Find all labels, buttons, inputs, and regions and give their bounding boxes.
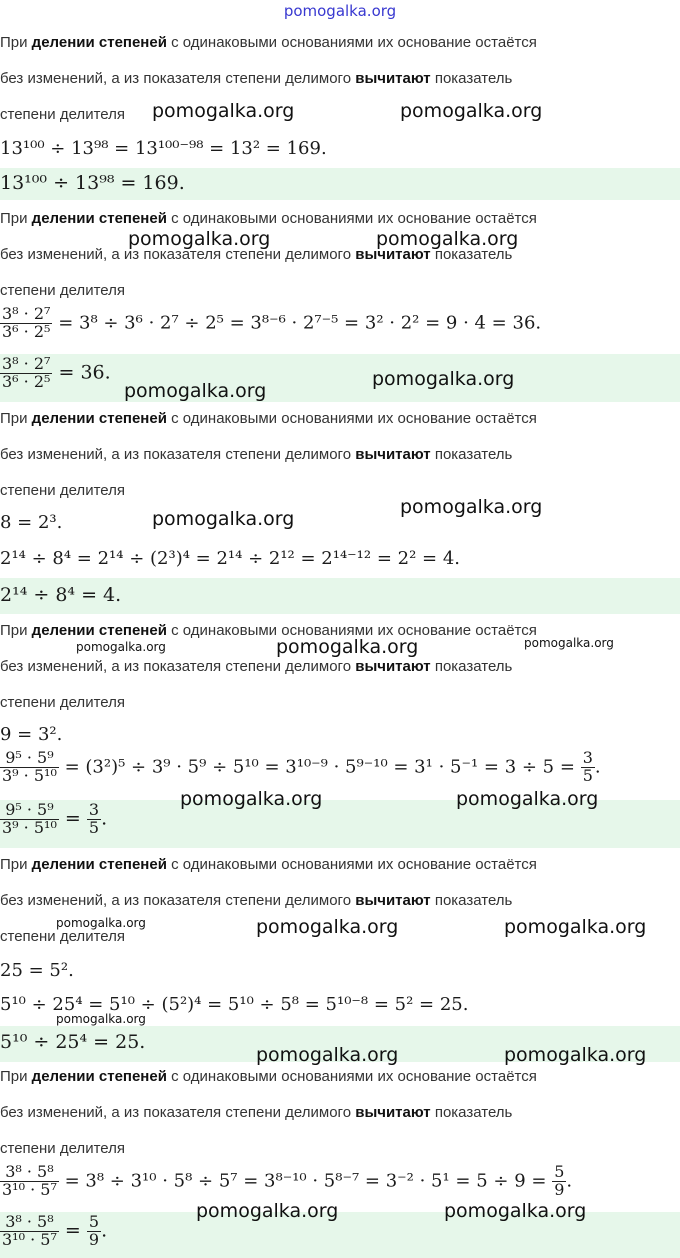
rule-line-3: степени делителя: [0, 282, 125, 299]
pre-line: 9 = 3².: [0, 724, 63, 745]
watermark-text: pomogalka.org: [400, 100, 543, 122]
watermark-text: pomogalka.org: [152, 100, 295, 122]
section-3: [0, 406, 680, 614]
watermark-text: pomogalka.org: [456, 788, 599, 810]
work-line: $\frac{\text{9⁵ · 5⁹}}{\text{3⁹ · 5¹⁰}}$ = (3²)⁵ ÷ 3⁹ · 5⁹ ÷ 5¹⁰ = 3¹⁰⁻⁹ · 5⁹⁻¹⁰ = 3¹ · 5⁻¹ = 3 ÷ 5 = $\frac{3}{5}$ .: [2, 748, 601, 785]
section-2: [0, 206, 680, 402]
watermark-text: pomogalka.org: [56, 916, 146, 930]
watermark-text: pomogalka.org: [256, 1044, 399, 1066]
answer-text: 13¹⁰⁰ ÷ 13⁹⁸ = 169.: [0, 172, 185, 194]
watermark-text: pomogalka.org: [504, 916, 647, 938]
rule-line-2: без изменений, а из показателя степени делимого вычитают показатель: [0, 246, 513, 263]
work-line: $\frac{\text{3⁸ · 5⁸}}{\text{3¹⁰ · 5⁷}}$ = 3⁸ ÷ 3¹⁰ · 5⁸ ÷ 5⁷ = 3⁸⁻¹⁰ · 5⁸⁻⁷ = 3⁻² · 5¹ = 5 ÷ 9 = $\frac{5}{9}$ .: [2, 1162, 573, 1199]
rule-line-1: При делении степеней с одинаковыми основаниями их основание остаётся: [0, 34, 537, 51]
watermark-text: pomogalka.org: [444, 1200, 587, 1222]
work-line: 2¹⁴ ÷ 8⁴ = 2¹⁴ ÷ (2³)⁴ = 2¹⁴ ÷ 2¹² = 2¹⁴⁻¹² = 2² = 4.: [0, 548, 460, 569]
rule-line-1: При делении степеней с одинаковыми основаниями их основание остаётся: [0, 622, 537, 639]
answer-text: $\frac{\text{9⁵ · 5⁹}}{\text{3⁹ · 5¹⁰}}$ = $\frac{3}{5}$ .: [2, 800, 108, 837]
answer-text: 5¹⁰ ÷ 25⁴ = 25.: [0, 1031, 146, 1053]
rule-line-1: При делении степеней с одинаковыми основаниями их основание остаётся: [0, 856, 537, 873]
answer-box: [0, 578, 680, 614]
answer-box: [0, 168, 680, 200]
work-line: 13¹⁰⁰ ÷ 13⁹⁸ = 13¹⁰⁰⁻⁹⁸ = 13² = 169.: [0, 138, 327, 159]
rule-line-3: степени делителя: [0, 928, 125, 945]
rule-line-2: без изменений, а из показателя степени делимого вычитают показатель: [0, 446, 513, 463]
rule-line-2: без изменений, а из показателя степени делимого вычитают показатель: [0, 658, 513, 675]
site-header[interactable]: pomogalka.org: [283, 2, 397, 20]
watermark-text: pomogalka.org: [400, 496, 543, 518]
watermark-text: pomogalka.org: [180, 788, 323, 810]
answer-text: $\frac{\text{3⁸ · 2⁷}}{\text{3⁶ · 2⁵}}$ = 36.: [2, 354, 111, 391]
watermark-text: pomogalka.org: [128, 228, 271, 250]
watermark-text: pomogalka.org: [276, 636, 419, 658]
rule-line-3: степени делителя: [0, 106, 125, 123]
work-line: 5¹⁰ ÷ 25⁴ = 5¹⁰ ÷ (5²)⁴ = 5¹⁰ ÷ 5⁸ = 5¹⁰⁻⁸ = 5² = 25.: [0, 994, 469, 1015]
rule-line-3: степени делителя: [0, 694, 125, 711]
watermark-text: pomogalka.org: [56, 1012, 146, 1026]
rule-line-3: степени делителя: [0, 1140, 125, 1157]
rule-line-3: степени делителя: [0, 482, 125, 499]
fraction: $\frac{\text{3⁸ · 2⁷}}{\text{3⁶ · 2⁵}}$: [2, 304, 51, 341]
watermark-text: pomogalka.org: [196, 1200, 339, 1222]
watermark-text: pomogalka.org: [372, 368, 515, 390]
work-line: $\frac{\text{3⁸ · 2⁷}}{\text{3⁶ · 2⁵}}$ = 3⁸ ÷ 3⁶ · 2⁷ ÷ 2⁵ = 3⁸⁻⁶ · 2⁷⁻⁵ = 3² · 2² = 9 · 4 = 36.: [2, 304, 542, 341]
rule-line-2: без изменений, а из показателя степени делимого вычитают показатель: [0, 70, 513, 87]
pre-line: 25 = 5².: [0, 960, 74, 981]
section-5: [0, 854, 680, 1062]
watermark-text: pomogalka.org: [524, 636, 614, 650]
rule-line-2: без изменений, а из показателя степени делимого вычитают показатель: [0, 892, 513, 909]
watermark-text: pomogalka.org: [124, 380, 267, 402]
watermark-text: pomogalka.org: [504, 1044, 647, 1066]
watermark-text: pomogalka.org: [152, 508, 295, 530]
pre-line: 8 = 2³.: [0, 512, 63, 533]
watermark-text: pomogalka.org: [376, 228, 519, 250]
answer-box: [0, 354, 680, 402]
rule-line-1: При делении степеней с одинаковыми основаниями их основание остаётся: [0, 210, 537, 227]
watermark-text: pomogalka.org: [76, 640, 166, 654]
section-1: [0, 30, 680, 200]
answer-text: 2¹⁴ ÷ 8⁴ = 4.: [0, 584, 122, 606]
section-6: [0, 1066, 680, 1258]
rule-line-1: При делении степеней с одинаковыми основаниями их основание остаётся: [0, 1068, 537, 1085]
watermark-text: pomogalka.org: [256, 916, 399, 938]
rule-line-1: При делении степеней с одинаковыми основаниями их основание остаётся: [0, 410, 537, 427]
answer-text: $\frac{\text{3⁸ · 5⁸}}{\text{3¹⁰ · 5⁷}}$ = $\frac{5}{9}$ .: [2, 1212, 108, 1249]
rule-line-2: без изменений, а из показателя степени делимого вычитают показатель: [0, 1104, 513, 1121]
